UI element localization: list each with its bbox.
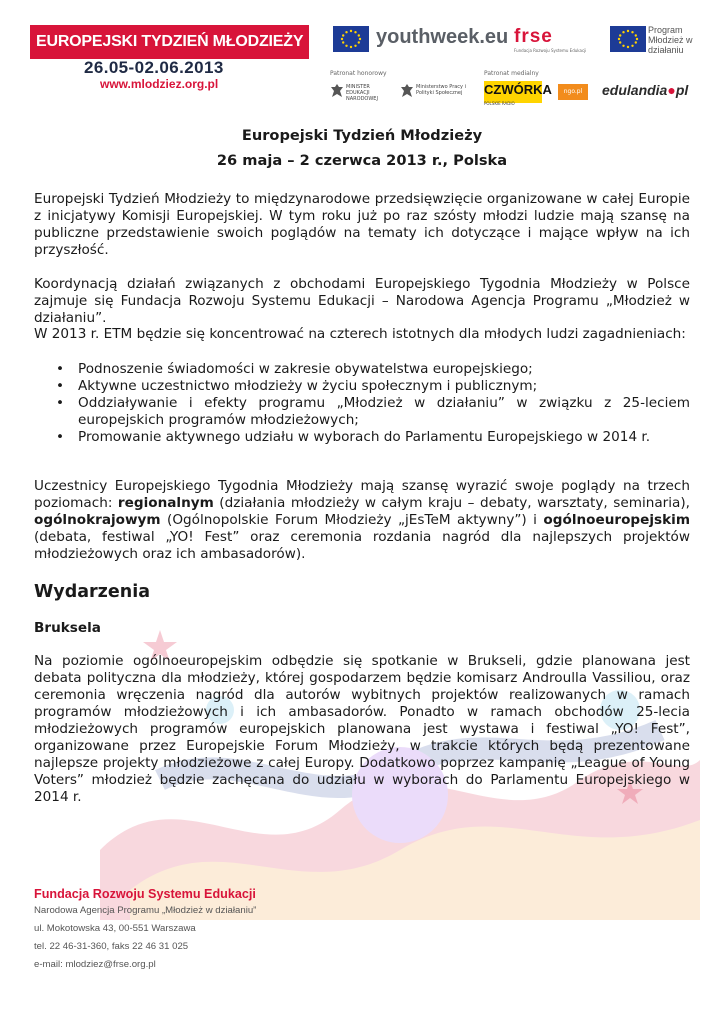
document-title-line2: 26 maja – 2 czerwca 2013 r., Polska (216, 152, 508, 169)
footer-phone: tel. 22 46-31-360, faks 22 46 31 025 (34, 941, 189, 952)
list-item (34, 429, 690, 446)
level-european: ogólnoeuropejskim (543, 512, 690, 528)
paragraph-levels-text-1: Uczestnicy Europejskiego Tygodnia Młodzieży mają szansę wyrazić swoje poglądy na trzech poziomach: (34, 478, 690, 511)
event-logo (30, 25, 304, 59)
list-item-text: Podnoszenie świadomości w zakresie obywatelstwa europejskiego; (78, 361, 533, 377)
frse-logo (514, 26, 587, 56)
patronat-medialny-label: Patronat medialny (484, 70, 539, 77)
program-logo-text: Program Młodzież w działaniu (648, 25, 693, 55)
list-item (34, 361, 690, 378)
document-title-line1: Europejski Tydzień Młodzieży (241, 127, 483, 144)
footer-org-name: Fundacja Rozwoju Systemu Edukacji (34, 887, 256, 901)
event-logo-url: www.mlodziez.org.pl (100, 77, 219, 91)
paragraph-levels-text-3: (Ogólnopolskie Forum Młodzieży „jEsTeM aktywny”) i (160, 512, 544, 528)
eu-flag-icon (333, 26, 369, 52)
event-logo-dates: 26.05-02.06.2013 (84, 58, 224, 77)
list-item-text: Oddziaływanie i efekty programu „Młodzież w działaniu” w związku z 25-leciem europejskich programów młodzieżowych; (78, 395, 690, 428)
list-item-text: Aktywne uczestnictwo młodzieży w życiu społecznym i publicznym; (78, 378, 538, 394)
edulandia-logo-suffix: pl (675, 82, 689, 98)
edulandia-logo-name: edulandia (602, 82, 668, 98)
paragraph-coordination: Koordynacją działań związanych z obchodami Europejskiego Tygodnia Młodzieży w Polsce zajmuje się Fundacja Rozwoju Systemu Edukacji – Narodowa Agencja Programu „Młodzież w działaniu”. (34, 276, 690, 326)
bullet-icon: • (56, 429, 65, 445)
polish-eagle-icon (330, 83, 344, 99)
frse-logo-subtitle: Fundacja Rozwoju Systemu Edukacji (514, 48, 587, 53)
edulandia-logo (602, 82, 688, 98)
paragraph-levels-text-2: (działania młodzieży w całym kraju – debaty, warsztaty, seminaria), (213, 495, 690, 511)
level-national: ogólnokrajowym (34, 512, 161, 528)
bullet-icon: • (56, 395, 65, 411)
footer-email: e-mail: mlodziez@frse.org.pl (34, 959, 156, 970)
subsection-heading: Bruksela (34, 620, 101, 636)
frse-logo-text: frse (514, 26, 553, 47)
czworka-subtitle: POLSKIE RADIO (484, 101, 515, 106)
bullet-icon: • (56, 361, 65, 377)
level-regional: regionalnym (117, 495, 214, 511)
paragraph-levels-text-4: (debata, festiwal „YO! Fest” oraz ceremonia rozdania nagród dla najlepszych projektów młodzieżowych oraz ich ambasadorów). (34, 529, 690, 562)
ministry-labour-logo: Ministerstwo Pracy i Polityki Społecznej (416, 84, 466, 96)
footer-agency: Narodowa Agencja Programu „Młodzież w działaniu” (34, 905, 257, 916)
page-footer (34, 886, 354, 974)
paragraph-brussels: Na poziomie ogólnoeuropejskim odbędzie się spotkanie w Brukseli, gdzie planowana jest debata polityczna dla młodzieży, której gospodarzem będzie komisarz Androulla Vassiliou, oraz ceremonia wręczenia nagród dla autorów wybitnych projektów realizowanych w ramach programów młodzieżowych i ich ambasadorów. Ponadto w ramach obchodów 25-lecia młodzieżowych programów europejskich planowana jest wystawa i festiwal „YO! Fest”, organizowane przez Europejskie Forum Młodzieży, w trakcie których będą prezentowane najlepsze projekty młodzieżowe z całej Europy. Dodatkowo poprzez kampanię „League of Young Voters” młodzież będzie zachęcana do udziału w wyborach do Parlamentu Europejskiego w 2014 r. (34, 653, 690, 805)
bullet-icon: • (56, 378, 65, 394)
paragraph-intro: Europejski Tydzień Młodzieży to międzynarodowe przedsięwzięcie organizowane w całej Europie z inicjatywy Komisji Europejskiej. W tym roku już po raz szósty młodzi ludzie mają szansę na publiczne przedstawienie swoich poglądów na tematy ich dotyczące i mające wpływ na ich przyszłość. (34, 191, 690, 258)
page-header (0, 0, 724, 110)
ministry-education-logo: MINISTER EDUKACJI NARODOWEJ (346, 84, 378, 102)
list-item (34, 395, 690, 429)
section-heading: Wydarzenia (34, 582, 150, 602)
polish-eagle-icon (400, 83, 414, 99)
youthweek-logo: youthweek.eu (376, 26, 509, 48)
footer-address: ul. Mokotowska 43, 00-551 Warszawa (34, 923, 196, 934)
paragraph-focus: W 2013 r. ETM będzie się koncentrować na czterech istotnych dla młodych ludzi zagadnieniach: (34, 326, 686, 342)
paragraph-levels (34, 478, 690, 563)
czworka-logo: CZWÓRKA (484, 81, 542, 103)
list-item-text: Promowanie aktywnego udziału w wyborach do Parlamentu Europejskiego w 2014 r. (78, 429, 651, 445)
list-item (34, 378, 690, 395)
ngo-logo: ngo.pl (558, 84, 588, 100)
eu-flag-icon (610, 26, 646, 52)
event-logo-name: EUROPEJSKI TYDZIEŃ MŁODZIEŻY (30, 25, 309, 59)
edulandia-logo-dot: ● (667, 82, 676, 98)
focus-list (34, 361, 690, 446)
patronat-honorowy-label: Patronat honorowy (330, 70, 387, 77)
